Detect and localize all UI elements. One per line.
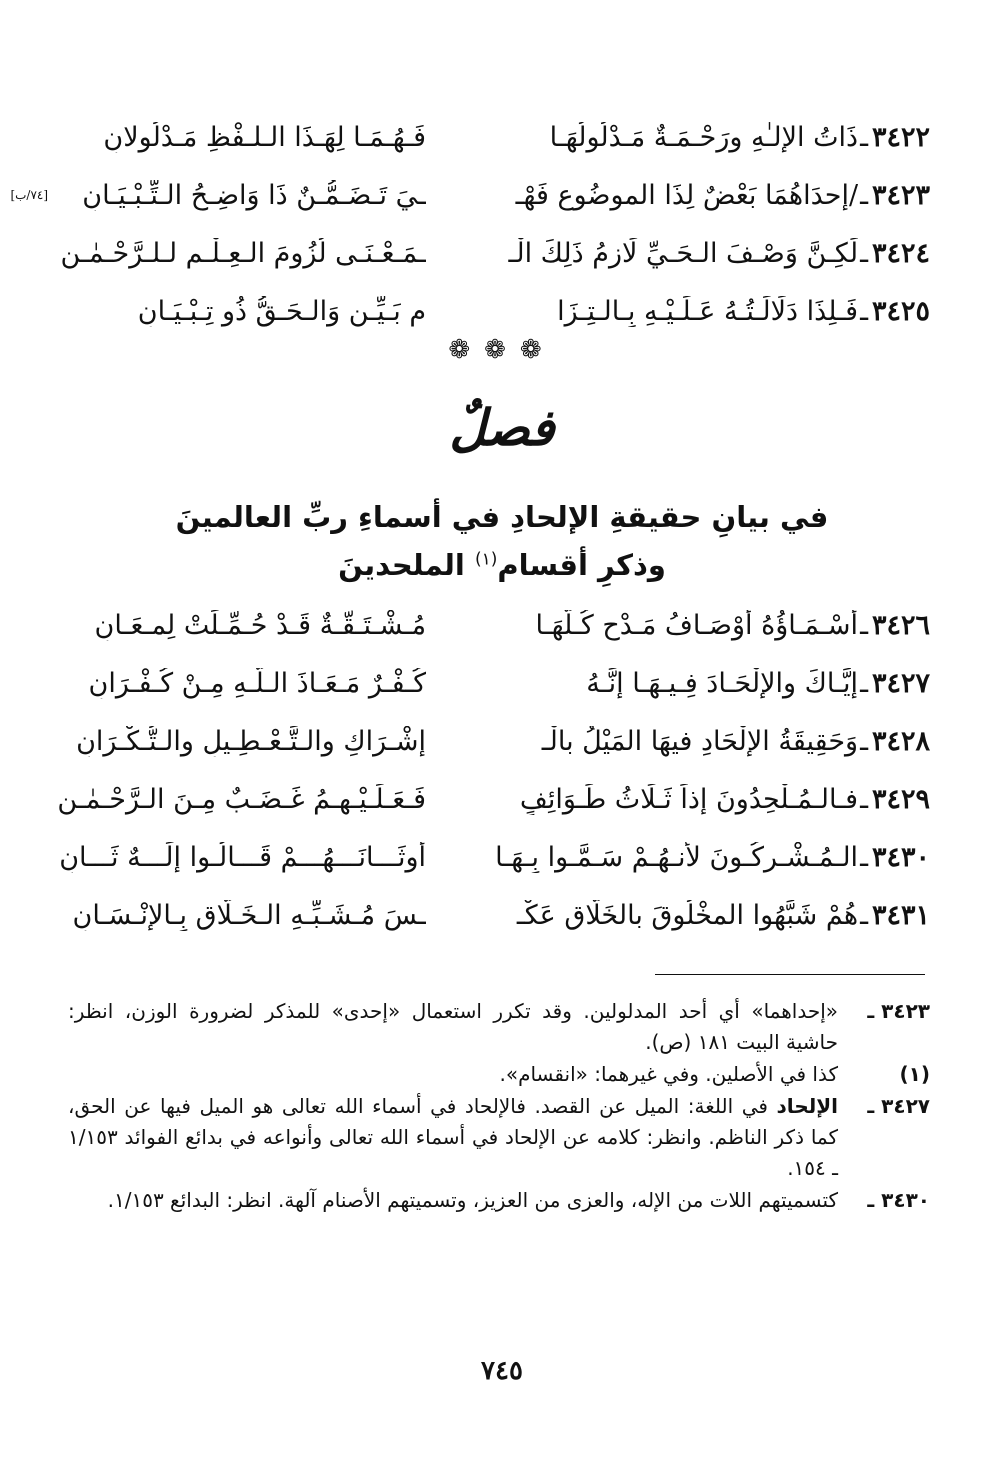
section-subtitle-line2: وذكرِ أقسام$^{(١)}$ الملحدينَ [338,548,666,582]
verse-first-hemistich: لَكِـنَّ وَصْـفَ الـحَـيِّ لَازِمُ ذَلِكَ الْـ [508,237,859,269]
verse-line: ٣٤٢٣ ـ /إحدَاهُمَا بَعْضٌ لِذَا الموضُوعِ فَهْـ ـيَ تَـضَـمُّـنٌ ذَا وَاضِـحُ الـتِّـبْـيَـانِ [٧٤/ب] [10,179,930,211]
verse-first-hemistich: هُمْ شَبَّهُوا المخْلُوقَ بالخَلَّاقِ عَكْـ [516,899,859,931]
footnote [68,996,930,1058]
verse-line: ٣٤٢٢ ـ ذَاتُ الإلـٰهِ ورَحْـمَـةٌ مَـدْلُولُهَـا فَـهُـمَـا لِهَـذَا الـلـفْظِ مَـدْلُولانِ [60,108,930,166]
footnotes [68,996,930,1217]
footnote-separator [655,974,925,975]
footnote-term: الإلحاد [776,1094,838,1118]
verse-line: ٣٤٢٩ ـ فـالـمُـلْحِدُونَ إذاً ثَـلَاثُ طَـوَائِفٍ فَـعَـلَـيْـهِـمُ غَـضَـبٌ مِـنَ الـرَّحْـمٰـنِ [60,770,930,828]
verse-first-hemistich: ذَاتُ الإلـٰهِ ورَحْـمَـةٌ مَـدْلُولُهَـا [549,121,859,153]
footnote-label: (١) [899,1062,930,1086]
verse-first-hemistich: إيَّـاكَ والإلْحَـادَ فِـيـهَـا إنَّـهُ [586,667,859,699]
verse-second-hemistich: ـسَ مُـشَـبِّـهِ الـخَـلَّاقِ بِـالإنْـسَـانِ [72,899,427,931]
footnote [68,1185,930,1216]
footnote-text: كذا في الأصلين. وفي غيرهما: «انقسام». [499,1062,838,1086]
footnote-text: «إحداهما» أي أحد المدلولين. وقد تكرر استعمال «إحدى» للمذكر لضرورة الوزن، انظر: حاشية البيت ١٨١ (ص). [68,999,838,1054]
verse-second-hemistich: مُـشْـتَـقَّـةٌ قَـدْ حُـمِّـلَتْ لِمـعَـانِ [94,609,427,641]
verse-number: ٣٤٢٥ [871,295,930,327]
verse-line: ٣٤٢٨ ـ وَحَقِيقَةُ الإِلْحَادِ فيهَا المَيْلُ بالْـ إشْـرَاكِ والـتَّـعْـطِـيلِ والـتُّـكْـرَانِ [60,712,930,770]
verse-number: ٣٤٢٤ [871,237,930,269]
verse-second-hemistich: أوثَـــانَـــهُـــمْ قَـــالُـوا إلَـــهٌ ثَـــانِ [59,841,427,873]
verse-number: ٣٤٢٩ [871,783,930,815]
verse-first-hemistich: فـالـمُـلْحِدُونَ إذاً ثَـلَاثُ طَـوَائِفٍ [519,783,859,815]
verse-number: ٣٤٢٧ [871,667,930,699]
footnote-text: الإلحاد في اللغة: الميل عن القصد. فالإلحاد في أسماء الله تعالى هو الميل فيها عن الحق، كما ذكر الناظم. وانظر: كلامه عن الإلحاد في أسماء الله تعالى وأنواعه في بدائع الفوائد ١/١٥٣ ـ ١٥٤. [68,1094,838,1180]
verse-first-hemistich: أَسْـمَـاؤُهُ أَوْصَـافُ مَـدْحٍ كُـلُّهَـا [535,609,859,641]
verses-bottom [57,596,930,944]
verse-line: ٣٤٢٧ ـ إيَّـاكَ والإلْحَـادَ فِـيـهَـا إنَّـهُ كُـفْـرٌ مَـعَـاذَ الـلَّـهِ مِـنْ كُـفْـرَانِ [60,654,930,712]
verse-number: ٣٤٢٨ [871,725,930,757]
footnote-label: ٣٤٣٠ ـ [867,1188,930,1212]
verse-second-hemistich: ـمَـعْـنَـى لُزُومَ الـعِـلْـمِ لـلـرَّحْـمٰـنِ [60,237,427,269]
verse-number: ٣٤٢٦ [871,609,930,641]
verse-first-hemistich: الـمُـشْـرِكُـونَ لأنـهُـمْ سَـمَّـوا بِـهَـا [495,841,859,873]
verse-number: ٣٤٢٣ [871,179,930,211]
section-subtitle-line1: في بيانِ حقيقةِ الإلحادِ في أسماءِ ربِّ العالمينَ [175,500,829,534]
verse-first-hemistich: فَـلِذَا دَلَالَـتُـهُ عَـلَـيْـهِ بِـالـتِـزَا [557,295,859,327]
section-divider-ornament: ❁❁❁ [448,335,556,365]
verse-second-hemistich: فَـعَـلَـيْـهِـمُ غَـضَـبٌ مِـنَ الـرَّحْـمٰـنِ [57,783,427,815]
verse-second-hemistich: مٍ بَـيِّـنٍ وَالـحَـقُّ ذُو تِـبْـيَـانِ [137,295,427,327]
verse-second-hemistich: فَـهُـمَـا لِهَـذَا الـلـفْظِ مَـدْلُولانِ [103,121,427,153]
verse-second-hemistich: ـيَ تَـضَـمُّـنٌ ذَا وَاضِـحُ الـتِّـبْـيَـانِ [82,179,427,211]
verse-number: ٣٤٢٢ [871,121,930,153]
verse-number: ٣٤٣٠ [871,841,930,873]
footnote [68,1091,930,1184]
verse-first-hemistich: وَحَقِيقَةُ الإِلْحَادِ فيهَا المَيْلُ بالْـ [541,725,859,757]
page-number: ٧٤٥ [481,1356,523,1386]
footnote-label: ٣٤٢٣ ـ [867,999,930,1023]
verse-number: ٣٤٣١ [871,899,930,931]
footnote-text: كتسميتهم اللات من الإله، والعزى من العزيز، وتسميتهم الأصنام آلهة. انظر: البدائع ١/١٥٣. [107,1188,838,1212]
verse-first-hemistich: /إحدَاهُمَا بَعْضٌ لِذَا الموضُوعِ فَهْـ [515,179,859,211]
verse-second-hemistich: إشْـرَاكِ والـتَّـعْـطِـيلِ والـتُّـكْـرَانِ [76,725,427,757]
verse-line: ٣٤٢٥ ـ فَـلِذَا دَلَالَـتُـهُ عَـلَـيْـهِ بِـالـتِـزَا مٍ بَـيِّـنٍ وَالـحَـقُّ ذُو تِـبْـيَـانِ [60,282,930,340]
verse-line: ٣٤٢٦ ـ أَسْـمَـاؤُهُ أَوْصَـافُ مَـدْحٍ كُـلُّهَـا مُـشْـتَـقَّـةٌ قَـدْ حُـمِّـلَتْ لِمـعَـانِ [60,596,930,654]
verse-second-hemistich: كُـفْـرٌ مَـعَـاذَ الـلَّـهِ مِـنْ كُـفْـرَانِ [88,667,427,699]
footnote-label: ٣٤٢٧ ـ [867,1094,930,1118]
verse-line: ٣٤٣١ ـ هُمْ شَبَّهُوا المخْلُوقَ بالخَلَّاقِ عَكْـ ـسَ مُـشَـبِّـهِ الـخَـلَّاقِ بِـالإنْـسَـانِ [60,886,930,944]
footnote [68,1059,930,1090]
verse-line: ٣٤٣٠ ـ الـمُـشْـرِكُـونَ لأنـهُـمْ سَـمَّـوا بِـهَـا أوثَـــانَـــهُـــمْ قَـــالُـوا إلَـــهٌ ثَـــانِ [60,828,930,886]
section-title: فصلٌ [449,398,555,457]
verses-top [10,108,930,340]
footnote-ref: (١) [474,549,498,570]
manuscript-folio-marker: [٧٤/ب] [10,188,49,202]
verse-line: ٣٤٢٤ ـ لَكِـنَّ وَصْـفَ الـحَـيِّ لَازِمُ ذَلِكَ الْـ ـمَـعْـنَـى لُزُومَ الـعِـلْـمِ لـلـرَّحْـمٰـنِ [60,224,930,282]
